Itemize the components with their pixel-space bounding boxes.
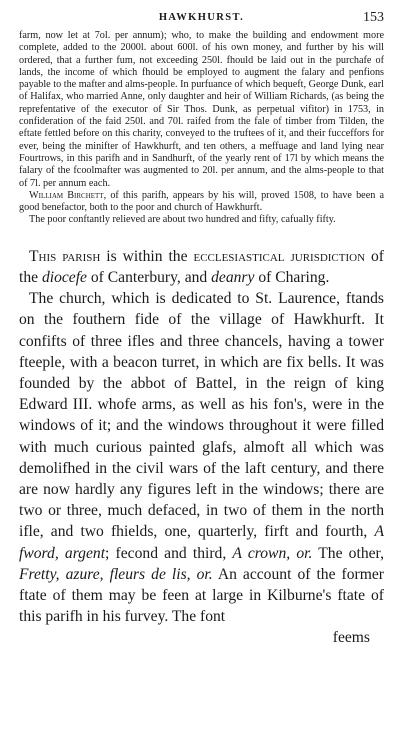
main-paragraph-1: This parish is within the ecclesiastical jurisdiction of the diocefe of Canterbury, and deanry of Charing.	[19, 247, 384, 286]
page-header	[19, 10, 384, 30]
footnote-paragraph-3: The poor conftantly relieved are about two hundred and fifty, cafually fifty.	[29, 214, 336, 226]
jurisdiction-term: ecclesiastical jurisdiction	[193, 247, 366, 265]
blazon-fretty: Fretty, azure, fleurs de lis, or.	[19, 565, 213, 583]
footnote-paragraph-1: farm, now let at 7ol. per annum); who, to make the building and endowment more complete, added to the 2000l. about 600l. of his own money, and further by his will ordered, that a further fum, not exceeding 250l. fhould be laid out in the purchafe of lands, the income of which fhould be employed to augment the falary and penfions payable to the mafter and alms-people. In purfuance of which bequeft, George Dunk, earl of Halifax, who married Anne, only daughter and heir of William Richards, (as being the reprefentative of the executor of Sir Thos. Dunk, as perpetual vifitor) in 1753, in confideration of the faid 250l. and 70l. raifed from the fale of timber from Tilden, the eftate fettled before on this charity, conveyed to the truftees of it, and their fucceffors for ever, being the minifter of Hawkhurft, and ten others, a meffuage and land lying near Fourtrows, in this parifh and in Sandhurft, of the yearly rent of 17l by which means the falary of the fcoolmafter was augmented to 20l. per annum, and the alms-people to that of 7l. per annum each.	[19, 30, 384, 189]
catchword: feems	[332, 629, 370, 647]
benefactor-name: William Birchett,	[29, 189, 107, 201]
blazon-crown: A crown, or.	[232, 544, 313, 562]
paragraph-lead: This parish	[29, 247, 101, 265]
footnote-paragraph-2-text: of this parifh, appears by his will, proved 1508, to have been a good benefactor, both to the poor and church of Hawkhurft.	[19, 189, 384, 214]
footnote-block	[19, 30, 384, 227]
deanry-word: deanry	[211, 268, 255, 286]
book-page	[19, 10, 384, 648]
page-number: 153	[363, 10, 384, 25]
main-text	[19, 246, 384, 628]
footnote-paragraph-2	[19, 190, 384, 215]
main-paragraph-2: The church, which is dedicated to St. Laurence, ftands on the fouthern fide of the village of Hawkhurft. It confifts of three ifles and three chancels, having a tower fteeple, with a beacon turret, in which are fix bells. It was founded by the abbot of Battel, in the reign of king Edward III. whofe arms, as well as his fon's, were in the windows of it; and the windows throughout it were filled with much curious painted glafs, almoft all which was demolifhed in the civil wars of the laft century, and there are now hardly any figures left in the windows; there are two or three, much defaced, in two of them in the north ifle, and two fhields, one, quarterly, firft and fourth, A fword, argent; fecond and third, A crown, or. The other, Fretty, azure, fleurs de lis, or. An account of the former ftate of them may be feen at large in Kilburne's ftate of this parifh in his furvey. The font	[19, 290, 385, 626]
blazon-sword: A fword, argent	[19, 523, 384, 562]
running-title: HAWKHURST.	[158, 12, 245, 23]
diocese-word: diocefe	[41, 268, 87, 286]
